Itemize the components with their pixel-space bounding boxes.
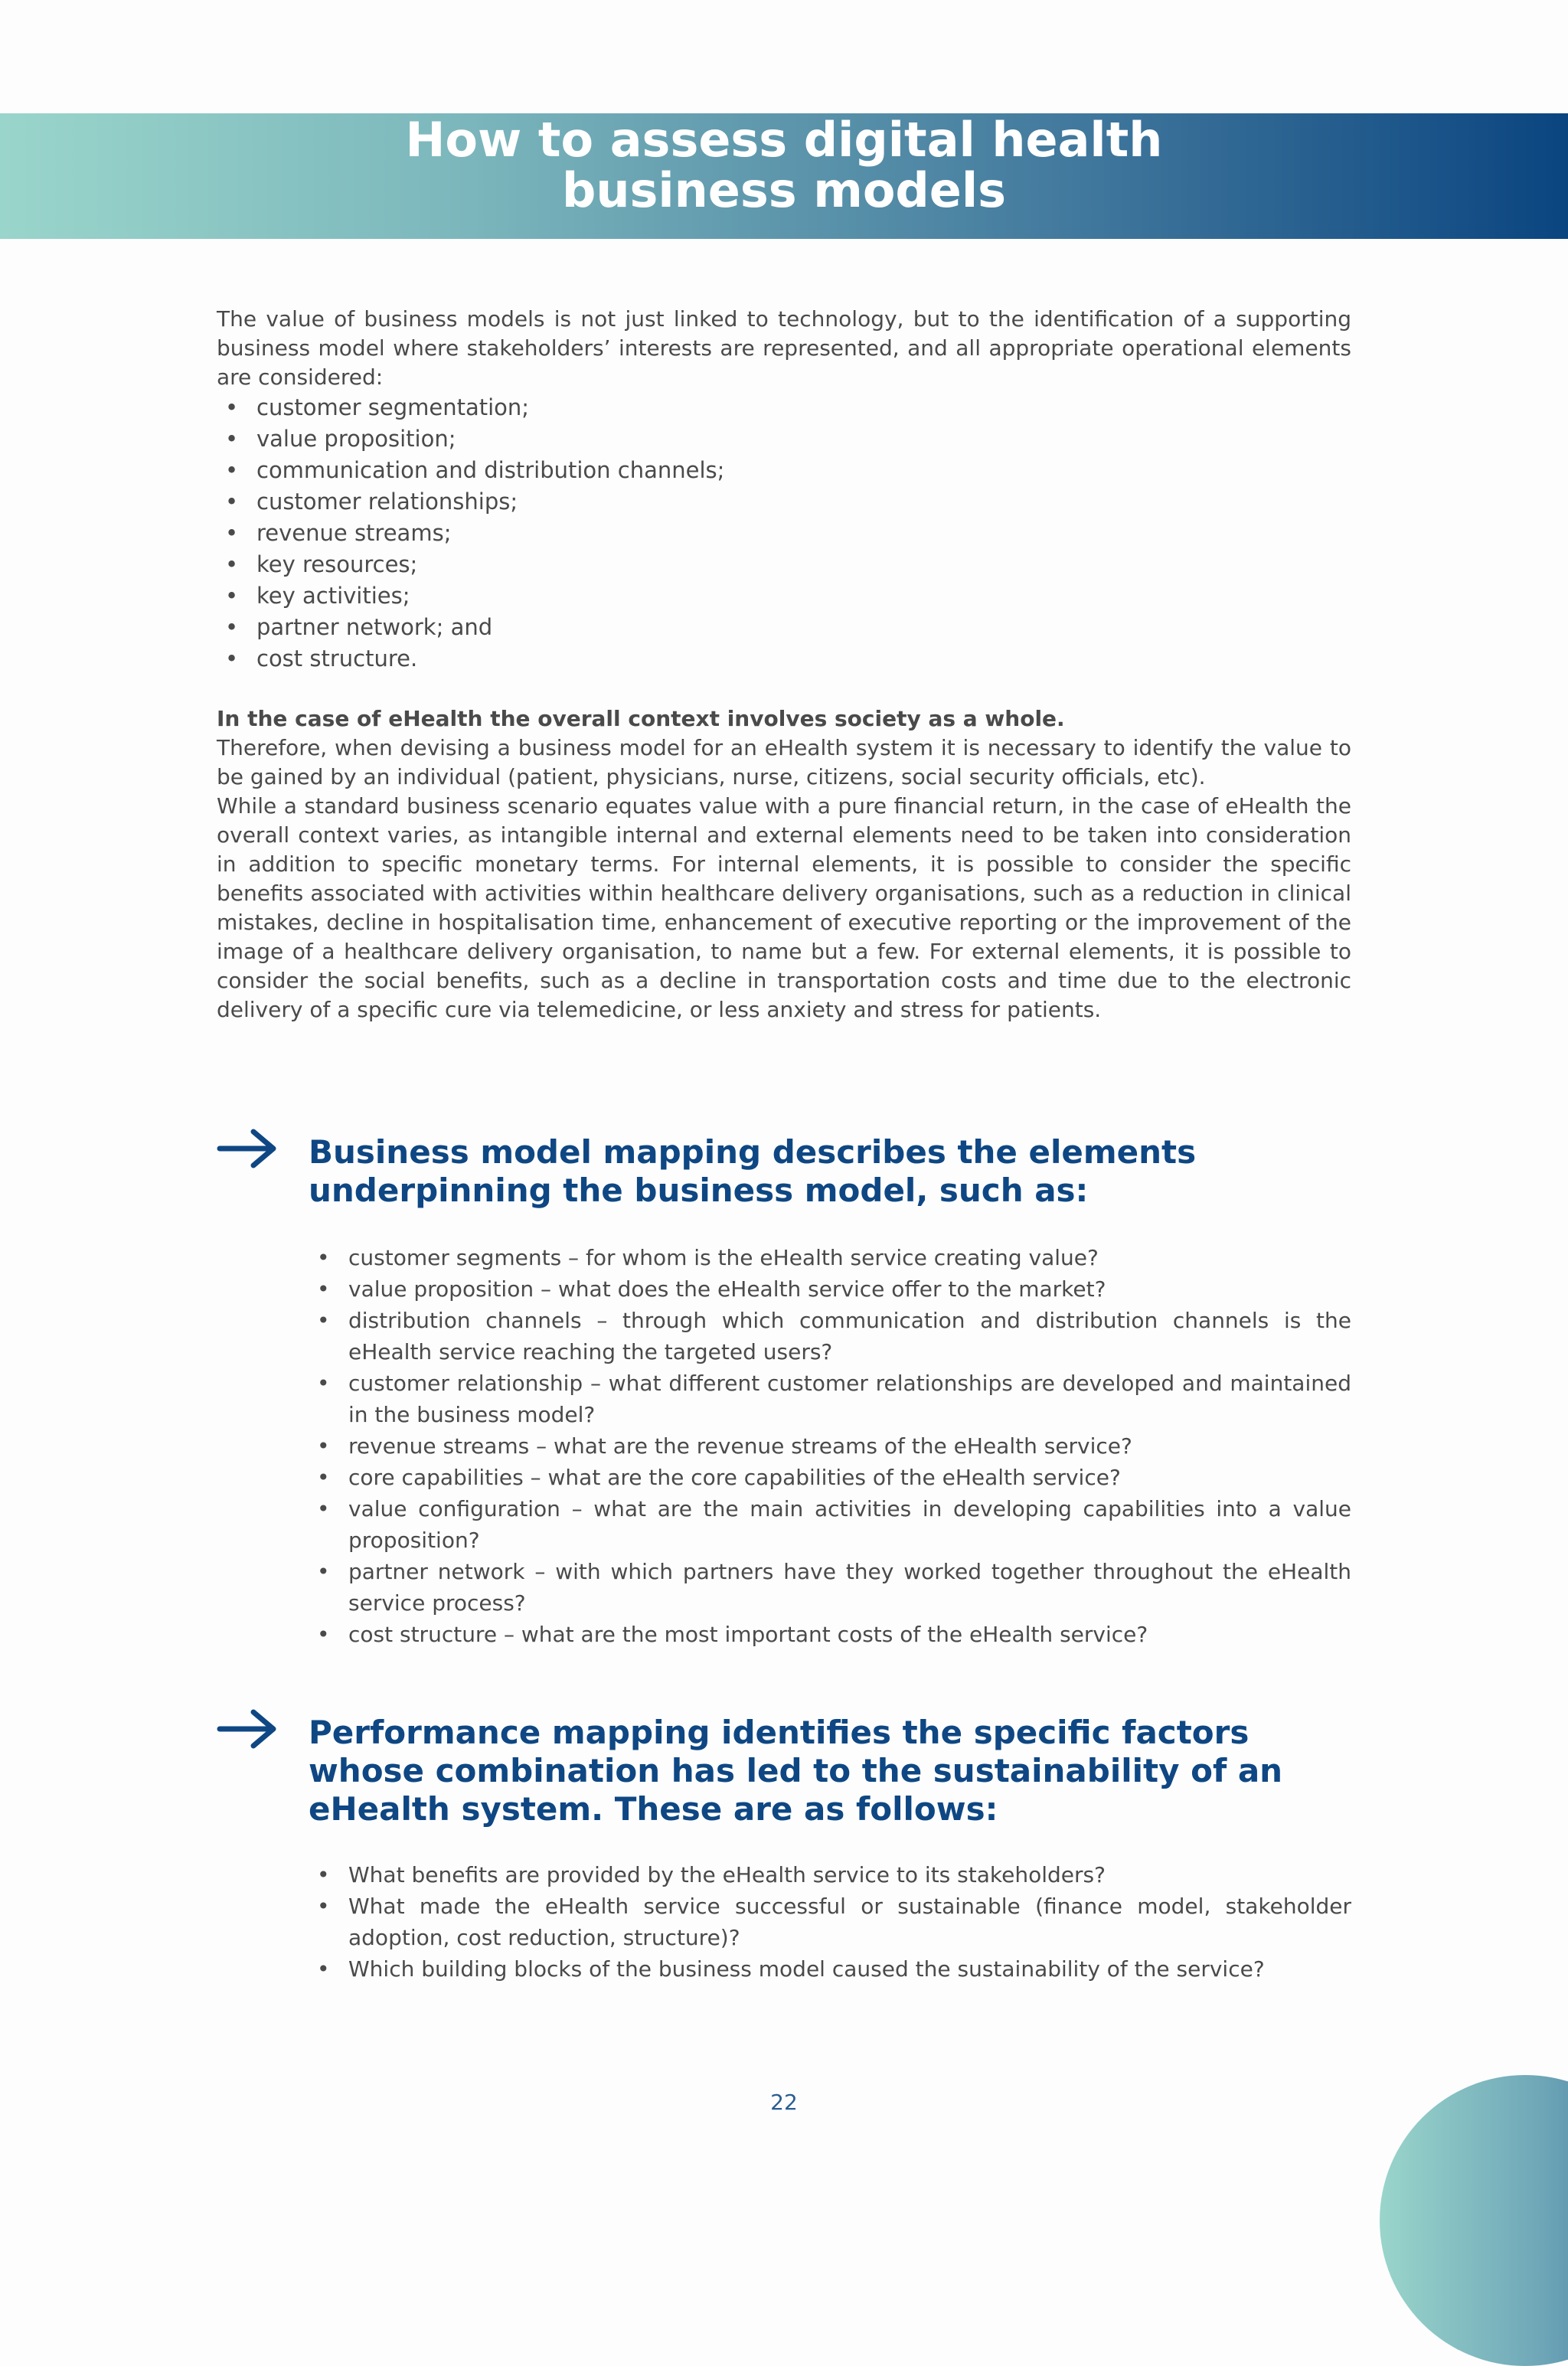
bullet-icon: • xyxy=(317,1465,330,1490)
list-item: • value configuration – what are the main activities in developing capabilities into a value proposition? xyxy=(309,1493,1351,1556)
bullet-icon: • xyxy=(225,583,239,609)
bullet-icon: • xyxy=(225,489,239,515)
bullet-icon: • xyxy=(225,614,239,640)
bullet-icon: • xyxy=(225,645,239,672)
bullet-icon: • xyxy=(225,551,239,577)
list-item: • Which building blocks of the business model caused the sustainability of the service? xyxy=(309,1953,1351,1985)
list-item: • partner network – with which partners have they worked together throughout the eHealth service process? xyxy=(309,1556,1351,1619)
bullet-icon: • xyxy=(317,1894,330,1919)
bullet-icon: • xyxy=(225,426,239,452)
business-mapping-heading: Business model mapping describes the elements underpinning the business model, such as: xyxy=(309,1133,1197,1209)
list-item: • partner network; and xyxy=(217,612,1351,643)
list-item: • core capabilities – what are the core capabilities of the eHealth service? xyxy=(309,1462,1351,1493)
bullet-icon: • xyxy=(317,1245,330,1270)
list-item: • What benefits are provided by the eHealth service to its stakeholders? xyxy=(309,1859,1351,1891)
list-item: • cost structure – what are the most important costs of the eHealth service? xyxy=(309,1619,1351,1650)
performance-mapping-list xyxy=(309,1859,1351,1985)
list-item: • revenue streams – what are the revenue streams of the eHealth service? xyxy=(309,1430,1351,1462)
bullet-icon: • xyxy=(317,1308,330,1333)
page-number: 22 xyxy=(770,2090,798,2115)
performance-mapping-heading: Performance mapping identifies the specific factors whose combination has led to the sustainability of an eHealth system. These are as follows: xyxy=(309,1714,1283,1828)
bullet-icon: • xyxy=(317,1433,330,1459)
list-item: • revenue streams; xyxy=(217,518,1351,549)
bullet-icon: • xyxy=(225,394,239,420)
page-title xyxy=(0,112,1568,218)
list-item: • communication and distribution channels; xyxy=(217,455,1351,486)
list-item: • customer relationship – what different customer relationships are developed and maintained in the business model? xyxy=(309,1368,1351,1430)
page-title-line-2: business models xyxy=(561,162,1007,218)
arrow-right-icon xyxy=(217,1127,278,1170)
context-bold-line: In the case of eHealth the overall context involves society as a whole. xyxy=(217,706,1065,731)
list-item: • value proposition; xyxy=(217,423,1351,455)
intro-paragraph: The value of business models is not just linked to technology, but to the identification of a supporting business model where stakeholders’ interests are represented, and all appropriate operational elements are considered: xyxy=(217,306,1351,390)
list-item: • customer segments – for whom is the eHealth service creating value? xyxy=(309,1242,1351,1273)
context-paragraph-2: While a standard business scenario equates value with a pure financial return, in the case of eHealth the overall context varies, as intangible internal and external elements need to be taken into consideration in addition to specific monetary terms. For internal elements, it is possible to consider the specific benefits associated with activities within healthcare delivery organisations, such as a reduction in clinical mistakes, decline in hospitalisation time, enhancement of executive reporting or the improvement of the image of a healthcare delivery organisation, to name but a few. For external elements, it is possible to consider the social benefits, such as a decline in transportation costs and time due to the electronic delivery of a specific cure via telemedicine, or less anxiety and stress for patients. xyxy=(217,793,1351,1022)
intro-section xyxy=(217,305,1351,675)
list-item: • customer relationships; xyxy=(217,486,1351,518)
list-item: • key activities; xyxy=(217,580,1351,612)
list-item: • distribution channels – through which communication and distribution channels is the eHealth service reaching the targeted users? xyxy=(309,1305,1351,1368)
list-item: • What made the eHealth service successful or sustainable (finance model, stakeholder adoption, cost reduction, structure)? xyxy=(309,1891,1351,1953)
intro-list xyxy=(217,392,1351,675)
bullet-icon: • xyxy=(317,1371,330,1396)
bullet-icon: • xyxy=(225,457,239,483)
decorative-corner-circle xyxy=(1380,2075,1568,2366)
bullet-icon: • xyxy=(317,1496,330,1521)
list-item: • key resources; xyxy=(217,549,1351,580)
list-item: • customer segmentation; xyxy=(217,392,1351,423)
list-item: • value proposition – what does the eHealth service offer to the market? xyxy=(309,1273,1351,1305)
business-mapping-list xyxy=(309,1242,1351,1650)
bullet-icon: • xyxy=(317,1862,330,1887)
list-item: • cost structure. xyxy=(217,643,1351,675)
context-section xyxy=(217,704,1351,1025)
page-title-line-1: How to assess digital health xyxy=(405,112,1163,168)
bullet-icon: • xyxy=(317,1622,330,1647)
bullet-icon: • xyxy=(317,1276,330,1302)
bullet-icon: • xyxy=(225,520,239,546)
context-paragraph-1: Therefore, when devising a business model for an eHealth system it is necessary to identify the value to be gained by an individual (patient, physicians, nurse, citizens, social security officials, etc). xyxy=(217,735,1351,789)
arrow-right-icon xyxy=(217,1708,278,1750)
bullet-icon: • xyxy=(317,1559,330,1584)
bullet-icon: • xyxy=(317,1956,330,1982)
